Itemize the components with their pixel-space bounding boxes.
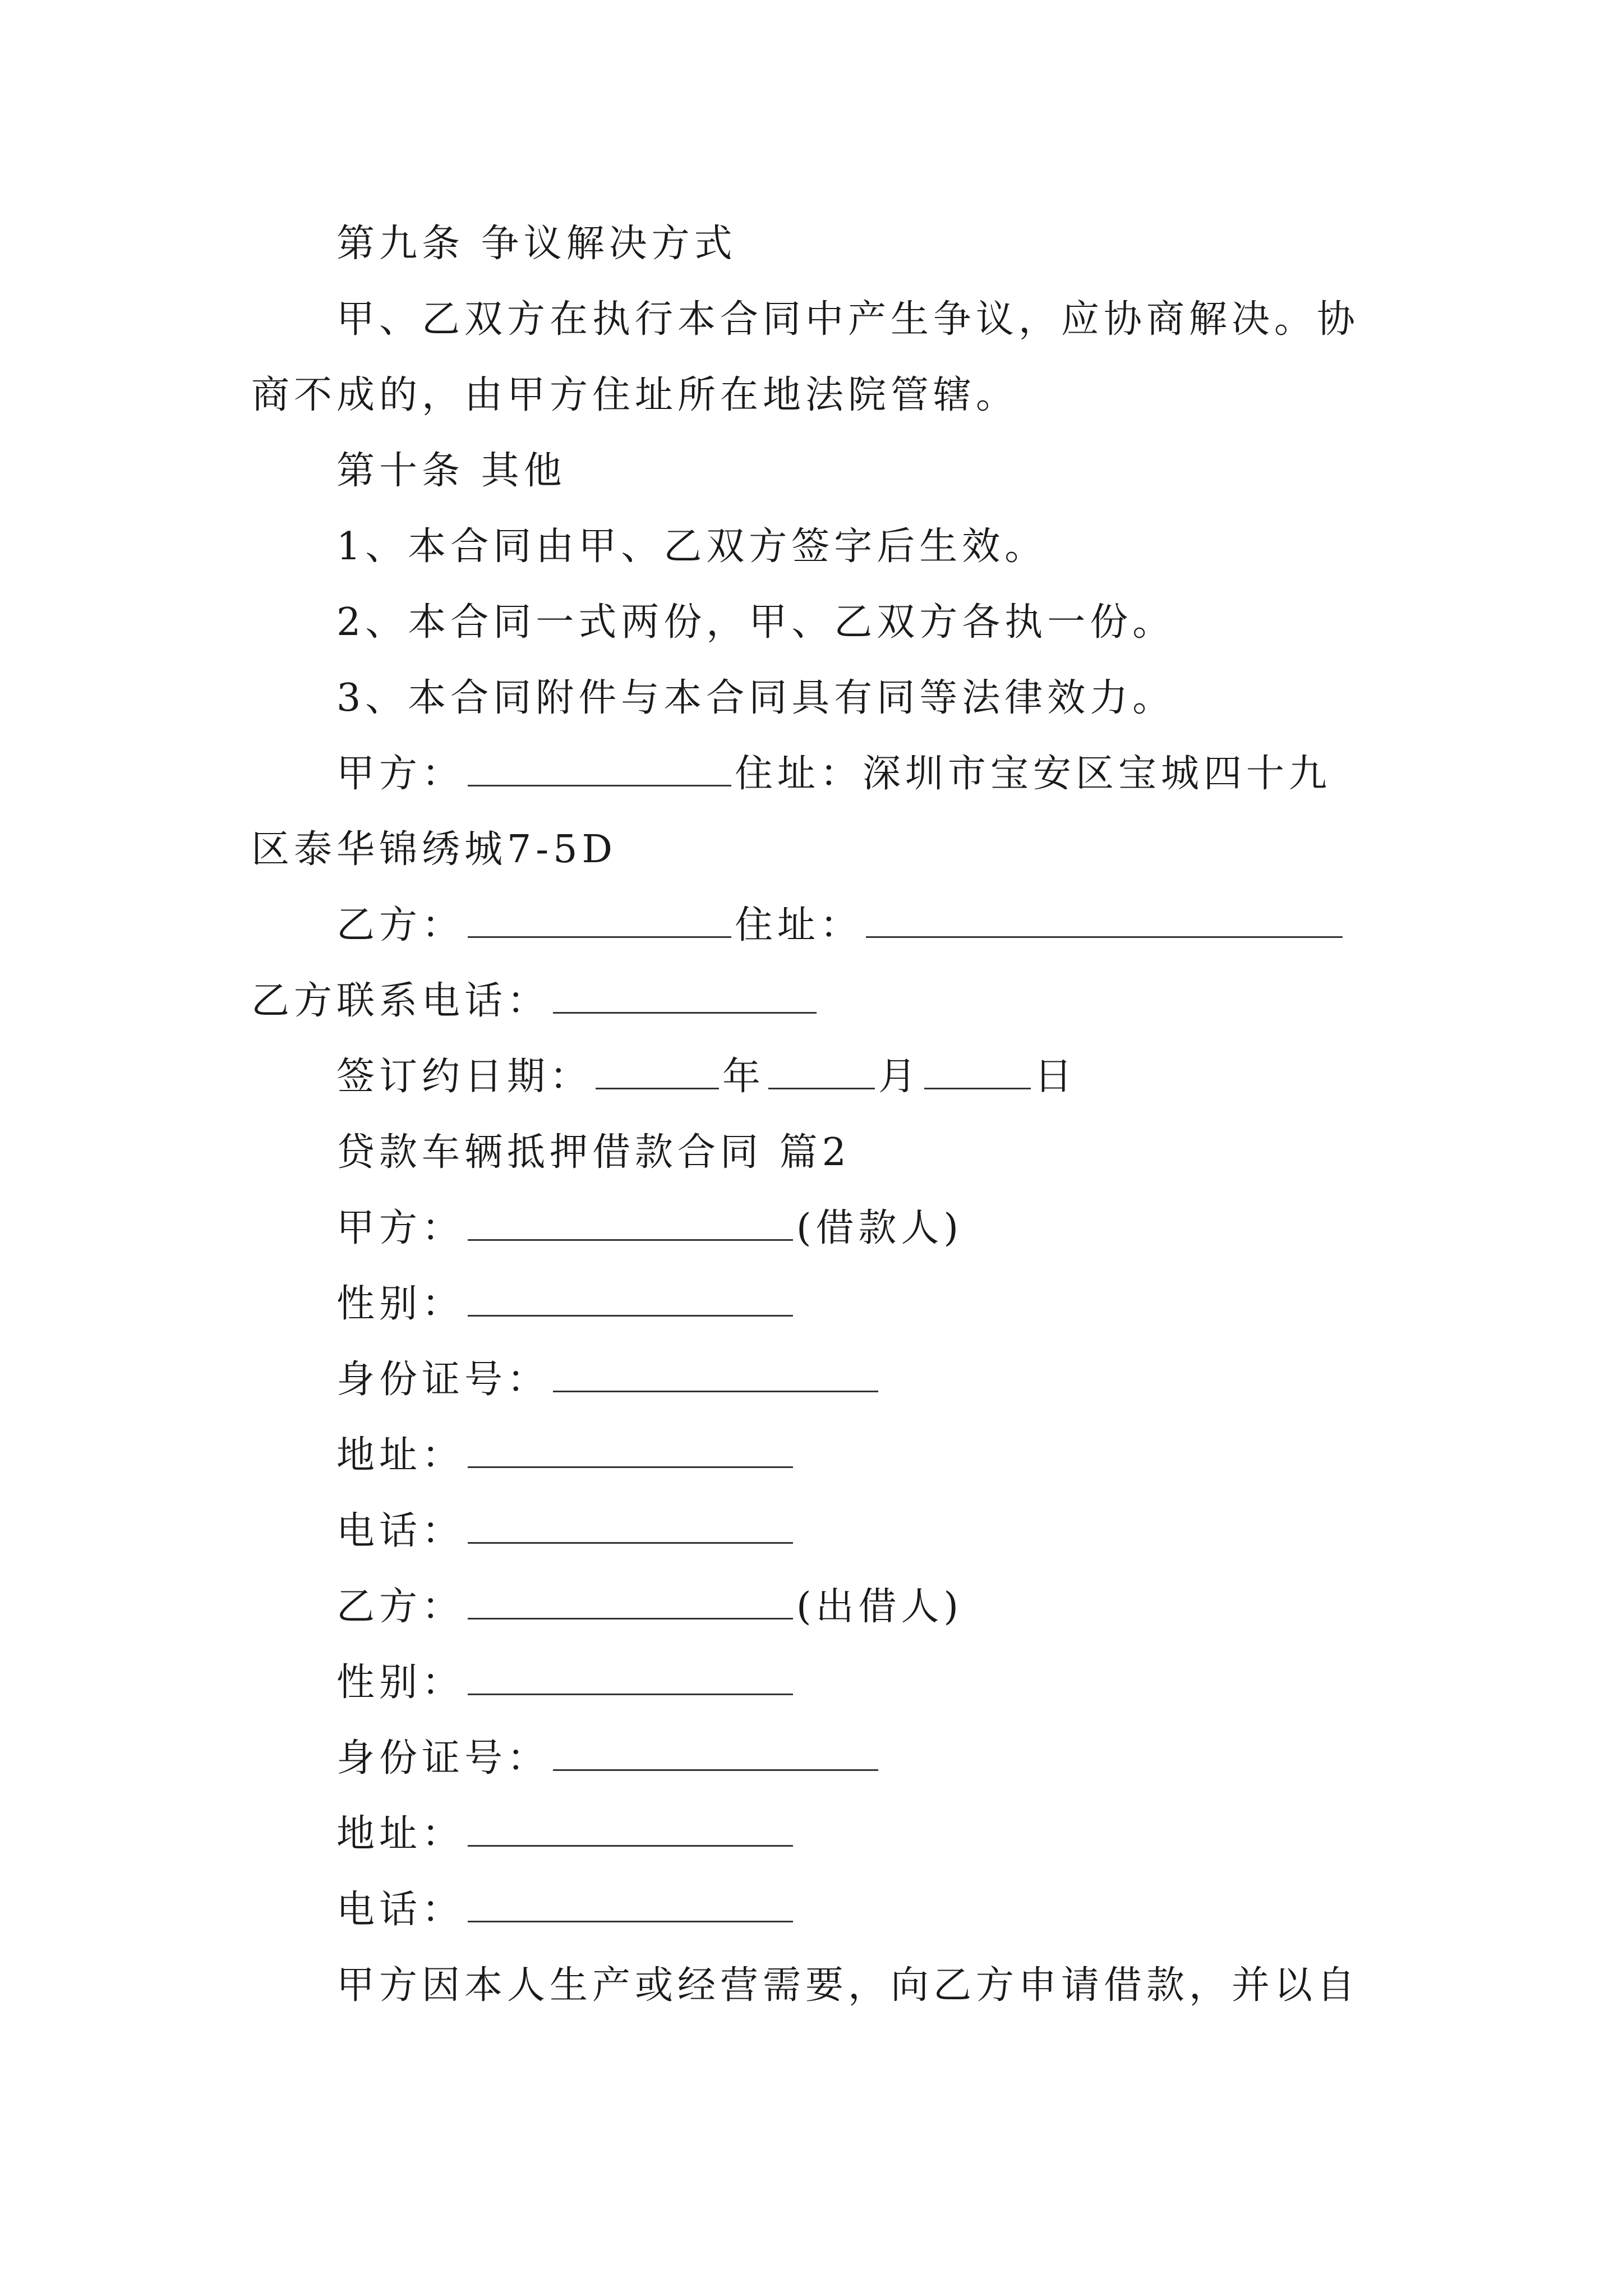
borrower-address-line (0, 1428, 1623, 1484)
lender-gender-line (0, 1655, 1623, 1711)
borrower-phone-line (0, 1503, 1623, 1559)
sign-date-label: 签订约日期： (336, 1055, 593, 1099)
lender-id-label: 身份证号： (336, 1736, 550, 1780)
article-9-body-line-2: 商不成的，由甲方住址所在地法院管辖。 (251, 373, 1019, 417)
lender-blank (468, 1581, 793, 1619)
part-2-title: 贷款车辆抵押借款合同 篇2 (336, 1130, 851, 1175)
borrower-address-blank (468, 1429, 793, 1468)
borrower-gender-blank (468, 1278, 793, 1317)
borrower-id-line (0, 1352, 1623, 1408)
party-b-signature-line (0, 898, 1623, 954)
article-10-title: 第十条 其他 (336, 449, 566, 493)
borrower-phone-label: 电话： (336, 1509, 465, 1553)
borrower-line (0, 1200, 1623, 1257)
party-a-label: 甲方： (336, 752, 465, 796)
lender-phone-line (0, 1882, 1623, 1938)
lender-address-blank (468, 1808, 793, 1847)
lender-address-label: 地址： (336, 1812, 465, 1856)
lender-role: (出借人) (796, 1585, 963, 1629)
lender-gender-blank (468, 1657, 793, 1695)
article-9-body-line-1: 甲、乙双方在执行本合同中产生争议，应协商解决。协 (336, 297, 1360, 342)
article-10-item-3: 3、本合同附件与本合同具有同等法律效力。 (336, 676, 1175, 720)
lender-id-line (0, 1731, 1623, 1787)
year-label: 年 (722, 1055, 766, 1099)
article-10-item-2: 2、本合同一式两份，甲、乙双方各执一份。 (336, 600, 1175, 645)
party-b-phone-blank (553, 975, 817, 1014)
lender-address-line (0, 1806, 1623, 1862)
article-10-item-1: 1、本合同由甲、乙双方签字后生效。 (336, 524, 1048, 569)
borrower-id-blank (553, 1354, 878, 1392)
borrower-id-label: 身份证号： (336, 1358, 550, 1402)
month-blank (768, 1051, 875, 1089)
borrower-blank (468, 1202, 793, 1241)
lender-id-blank (553, 1732, 878, 1771)
party-b-phone-label: 乙方联系电话： (251, 979, 550, 1023)
lender-phone-blank (468, 1884, 793, 1922)
borrower-phone-blank (468, 1505, 793, 1544)
party-a-blank (468, 748, 731, 786)
year-blank (596, 1051, 719, 1089)
sign-date-line (0, 1049, 1623, 1105)
party-b-address-blank (866, 899, 1343, 938)
borrower-label: 甲方： (336, 1206, 465, 1250)
article-9-title: 第九条 争议解决方式 (336, 222, 737, 266)
day-blank (924, 1051, 1031, 1089)
day-label: 日 (1034, 1055, 1077, 1099)
party-b-address-label: 住址： (735, 903, 863, 947)
party-a-address-label: 住址：深圳市宝安区宝城四十九 (735, 752, 1332, 796)
borrower-role: (借款人) (796, 1206, 963, 1250)
party-a-signature-line (0, 746, 1623, 802)
party-a-address-cont: 区泰华锦绣城7-5D (251, 827, 617, 872)
month-label: 月 (878, 1055, 921, 1099)
lender-label: 乙方： (336, 1585, 465, 1629)
borrower-gender-label: 性别： (336, 1282, 465, 1326)
lender-gender-label: 性别： (336, 1660, 465, 1705)
lender-phone-label: 电话： (336, 1888, 465, 1932)
closing-paragraph-line: 甲方因本人生产或经营需要，向乙方申请借款，并以自 (336, 1963, 1360, 2008)
lender-line (0, 1579, 1623, 1635)
party-b-label: 乙方： (336, 903, 465, 947)
borrower-gender-line (0, 1276, 1623, 1332)
party-b-blank (468, 899, 731, 938)
party-b-phone-line (0, 973, 1623, 1029)
borrower-address-label: 地址： (336, 1433, 465, 1478)
